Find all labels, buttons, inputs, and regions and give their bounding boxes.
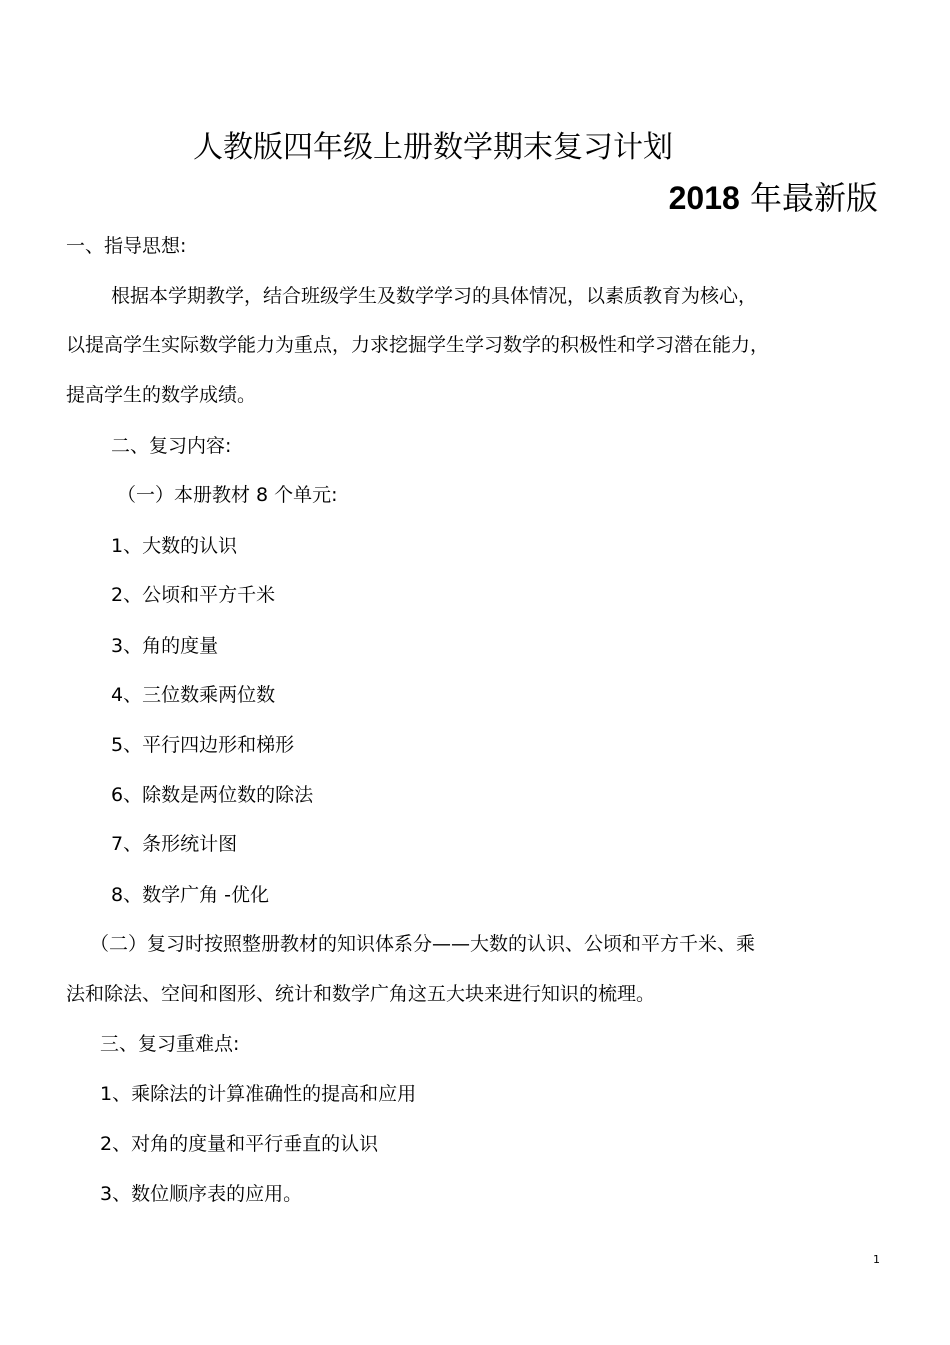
paragraph-line: 提高学生的数学成绩。 — [66, 384, 257, 406]
section-heading-review-content: 二、复习内容: — [111, 435, 232, 457]
unit-item: 7、条形统计图 — [111, 833, 238, 855]
key-point-item: 1、乘除法的计算准确性的提高和应用 — [100, 1083, 417, 1105]
unit-item: 1、大数的认识 — [111, 535, 238, 557]
unit-item: 6、除数是两位数的除法 — [111, 784, 314, 806]
unit-item: 5、平行四边形和梯形 — [111, 734, 295, 756]
paragraph-line: （二）复习时按照整册教材的知识体系分——大数的认识、公顷和平方千米、乘 — [90, 933, 756, 955]
unit-item: 8、数学广角 -优化 — [111, 884, 269, 906]
key-point-item: 2、对角的度量和平行垂直的认识 — [100, 1133, 379, 1155]
subtitle-year: 2018 — [668, 180, 740, 216]
section-heading-guiding-thought: 一、指导思想: — [66, 235, 187, 257]
unit-item: 4、三位数乘两位数 — [111, 684, 276, 706]
paragraph-line: 法和除法、空间和图形、统计和数学广角这五大块来进行知识的梳理。 — [66, 983, 656, 1005]
section-heading-key-points: 三、复习重难点: — [100, 1033, 240, 1055]
key-point-item: 3、数位顺序表的应用。 — [100, 1183, 303, 1205]
unit-item: 2、公顷和平方千米 — [111, 584, 276, 606]
page-number: 1 — [873, 1253, 880, 1266]
unit-item: 3、角的度量 — [111, 635, 219, 657]
document-subtitle — [669, 176, 878, 220]
subtitle-text: 年最新版 — [749, 179, 878, 217]
paragraph-line: 根据本学期教学，结合班级学生及数学学习的具体情况，以素质教育为核心， — [111, 285, 758, 307]
subsection-heading-textbook-units: （一）本册教材 8 个单元: — [117, 484, 338, 506]
document-title: 人教版四年级上册数学期末复习计划 — [193, 130, 673, 165]
paragraph-line: 以提高学生实际数学能力为重点，力求挖掘学生学习数学的积极性和学习潜在能力， — [66, 334, 770, 356]
